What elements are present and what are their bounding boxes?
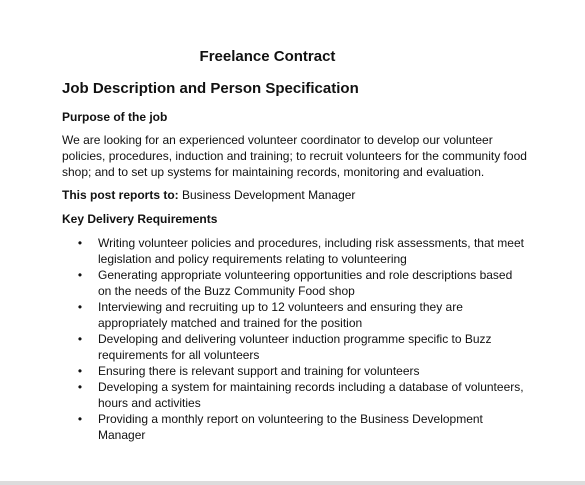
- document-title: Freelance Contract: [199, 48, 336, 65]
- bullet-icon: •: [77, 236, 83, 250]
- requirements-list: [74, 235, 524, 443]
- list-item-text: Developing and delivering volunteer induction programme specific to Buzz requirements for all volunteers: [98, 332, 492, 362]
- bullet-icon: •: [77, 300, 83, 314]
- list-item-text: Ensuring there is relevant support and training for volunteers: [98, 364, 420, 378]
- list-item: [74, 379, 524, 411]
- document-subtitle: Job Description and Person Specification: [62, 80, 359, 97]
- purpose-heading: Purpose of the job: [62, 110, 168, 124]
- bullet-icon: •: [77, 364, 83, 378]
- reports-to-label: This post reports to:: [62, 188, 179, 202]
- page-bottom-divider: [0, 481, 585, 485]
- list-item: [74, 299, 524, 331]
- bullet-icon: •: [77, 412, 83, 426]
- list-item-text: Writing volunteer policies and procedures, including risk assessments, that meet legislation and policy requirements relating to volunteering: [98, 236, 524, 266]
- list-item-text: Developing a system for maintaining records including a database of volunteers, hours and activities: [98, 380, 524, 410]
- document-title-row: [0, 48, 585, 66]
- reports-to-value: Business Development Manager: [178, 188, 356, 202]
- list-item-text: Interviewing and recruiting up to 12 volunteers and ensuring they are appropriately matched and trained for the position: [98, 300, 463, 330]
- bullet-icon: •: [77, 332, 83, 346]
- bullet-icon: •: [77, 268, 83, 282]
- list-item-text: Generating appropriate volunteering opportunities and role descriptions based on the needs of the Buzz Community Food shop: [98, 268, 513, 298]
- list-item: [74, 363, 524, 379]
- list-item: [74, 267, 524, 299]
- reports-to-line: [62, 187, 355, 203]
- requirements-heading: Key Delivery Requirements: [62, 212, 218, 226]
- list-item-text: Providing a monthly report on volunteering to the Business Development Manager: [98, 412, 483, 442]
- list-item: [74, 411, 524, 443]
- bullet-icon: •: [77, 380, 83, 394]
- purpose-paragraph: We are looking for an experienced volunteer coordinator to develop our volunteer policies, procedures, induction and training; to recruit volunteers for the community food shop; and to set up systems for maintaining records, monitoring and evaluation.: [62, 133, 527, 179]
- list-item: [74, 331, 524, 363]
- list-item: [74, 235, 524, 267]
